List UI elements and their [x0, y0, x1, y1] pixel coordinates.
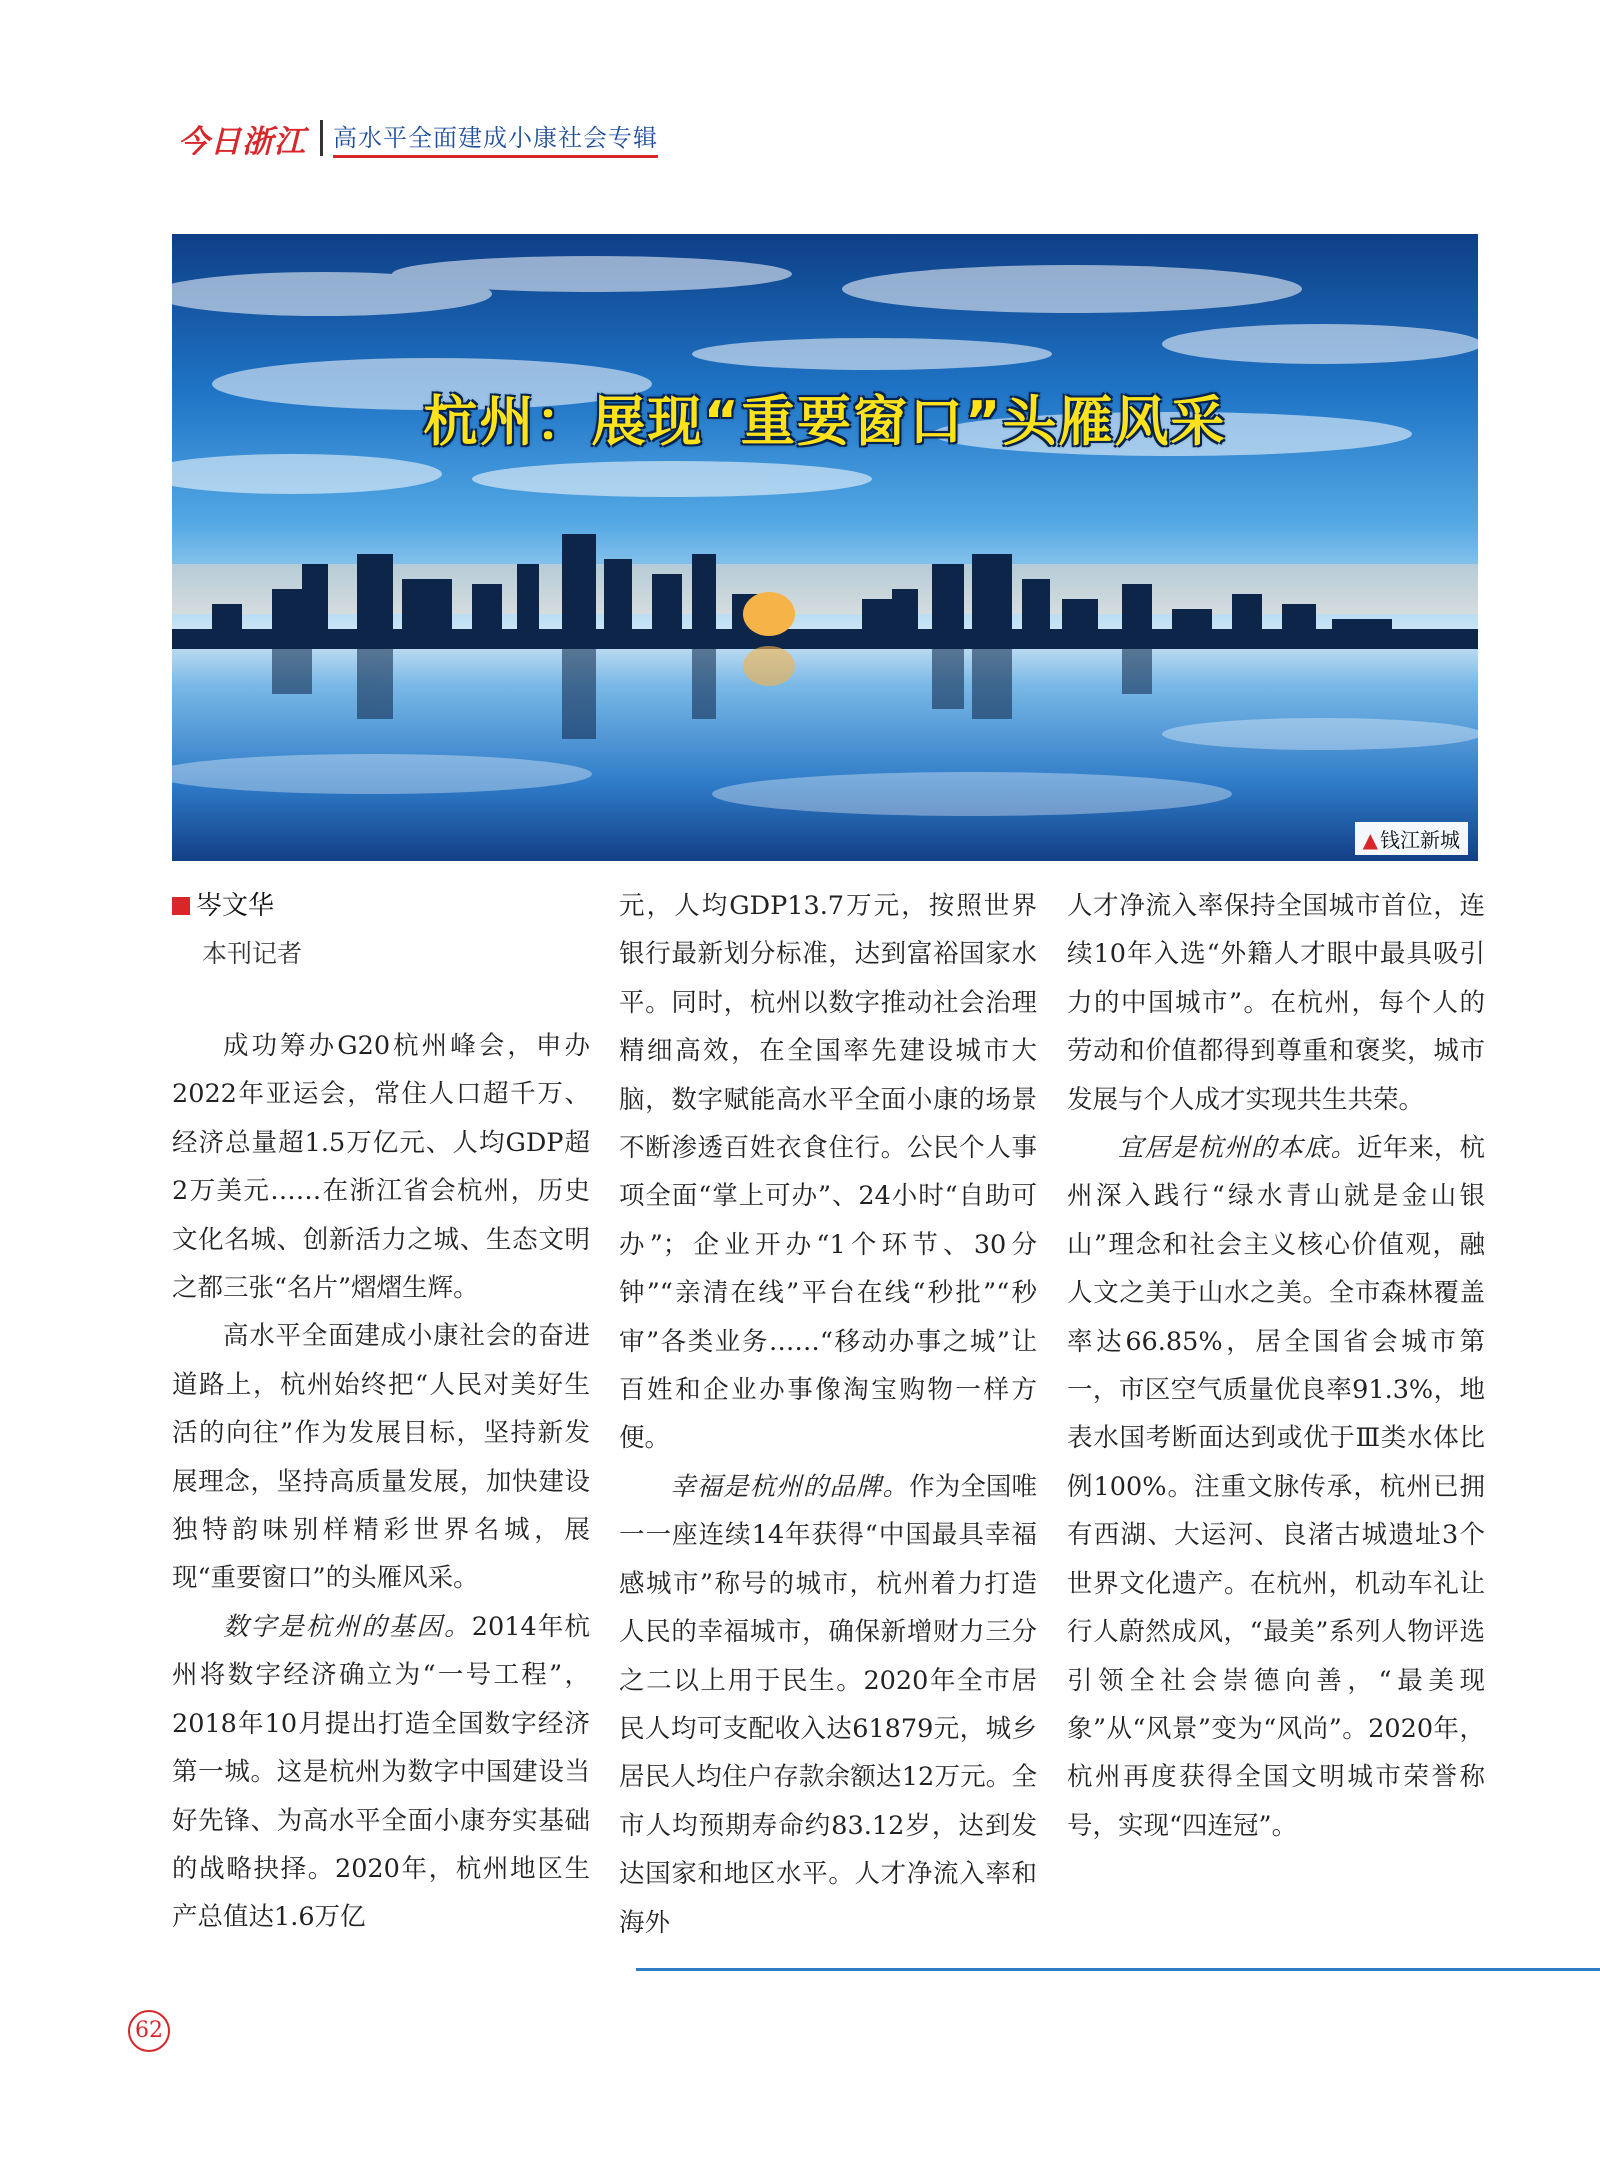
section-title: 高水平全面建成小康社会专辑 [333, 118, 658, 158]
city-skyline-illustration [172, 234, 1478, 861]
photo-caption-text: 钱江新城 [1380, 828, 1460, 852]
article-title: 杭州：展现“重要窗口”头雁风采 [423, 390, 1227, 453]
paragraph [1067, 1124, 1485, 1850]
byline-author [172, 882, 590, 930]
paragraph-lead: 数字是杭州的基因。 [223, 1611, 472, 1642]
article-column-3 [1067, 882, 1485, 1850]
article-column-2 [619, 882, 1037, 1947]
article-column-1 [172, 882, 590, 1942]
paragraph-lead: 宜居是杭州的本底。 [1118, 1133, 1358, 1164]
paragraph: 元，人均GDP13.7万元，按照世界银行最新划分标准，达到富裕国家水平。同时，杭州以数字推动社会治理精细高效，在全国率先建设城市大脑，数字赋能高水平全面小康的场景不断渗透百姓衣食住行。公民个人事项全面“掌上可办”、24小时“自助可办”；企业开办“1个环节、30分钟”“亲清在线”平台在线“秒批”“秒审”各类业务……“移动办事之城”让百姓和企业办事像淘宝购物一样方便。 [619, 891, 1037, 1454]
paragraph-body: 近年来，杭州深入践行“绿水青山就是金山银山”理念和社会主义核心价值观，融人文之美于山水之美。全市森林覆盖率达66.85%，居全国省会城市第一，市区空气质量优良率91.3%，地表水国考断面达到或优于Ⅲ类水体比例100%。注重文脉传承，杭州已拥有西湖、大运河、良渚古城遗址3个世界文化遗产。在杭州，机动车礼让行人蔚然成风，“最美”系列人物评选引领全社会崇德向善，“最美现象”从“风景”变为“风尚”。2020年，杭州再度获得全国文明城市荣誉称号，实现“四连冠”。 [1067, 1133, 1485, 1841]
paragraph-body: 作为全国唯一一座连续14年获得“中国最具幸福感城市”称号的城市，杭州着力打造人民的幸福城市，确保新增财力三分之二以上用于民生。2020年全市居民人均可支配收入达61879元，城乡居民人均住户存款余额达12万元。全市人均预期寿命约83.12岁，达到发达国家和地区水平。人才净流入率和海外 [619, 1471, 1037, 1938]
paragraph [172, 1603, 590, 1942]
paragraph-lead: 幸福是杭州的品牌。 [670, 1471, 910, 1502]
page-header [178, 118, 658, 158]
paragraph: 高水平全面建成小康社会的奋进道路上，杭州始终把“人民对美好生活的向往”作为发展目标，坚持新发展理念，坚持高质量发展，加快建设独特韵味别样精彩世界名城，展现“重要窗口”的头雁风采。 [172, 1321, 590, 1594]
hero-photo [172, 234, 1478, 861]
photo-caption [1355, 822, 1468, 855]
author-name: 岑文华 [196, 891, 275, 921]
triangle-icon: ▲ [1362, 828, 1378, 852]
page-number: 62 [128, 2010, 170, 2052]
paragraph: 成功筹办G20杭州峰会，申办2022年亚运会，常住人口超千万、经济总量超1.5万亿元、人均GDP超2万美元……在浙江省会杭州，历史文化名城、创新活力之城、生态文明之都三张“名片”熠熠生辉。 [172, 1031, 590, 1304]
footer-rule [636, 1968, 1600, 1971]
byline-role: 本刊记者 [202, 939, 303, 968]
paragraph: 人才净流入率保持全国城市首位，连续10年入选“外籍人才眼中最具吸引力的中国城市”。在杭州，每个人的劳动和价值都得到尊重和褒奖，城市发展与个人成才实现共生共荣。 [1067, 891, 1485, 1115]
paragraph [619, 1463, 1037, 1947]
red-square-icon [172, 897, 190, 915]
header-divider [320, 120, 323, 156]
magazine-logo: 今日浙江 [178, 123, 306, 160]
paragraph-body: 2014年杭州将数字经济确立为“一号工程”，2018年10月提出打造全国数字经济第一城。这是杭州为数字中国建设当好先锋、为高水平全面小康夯实基础的战略抉择。2020年，杭州地区生产总值达1.6万亿 [172, 1611, 590, 1933]
